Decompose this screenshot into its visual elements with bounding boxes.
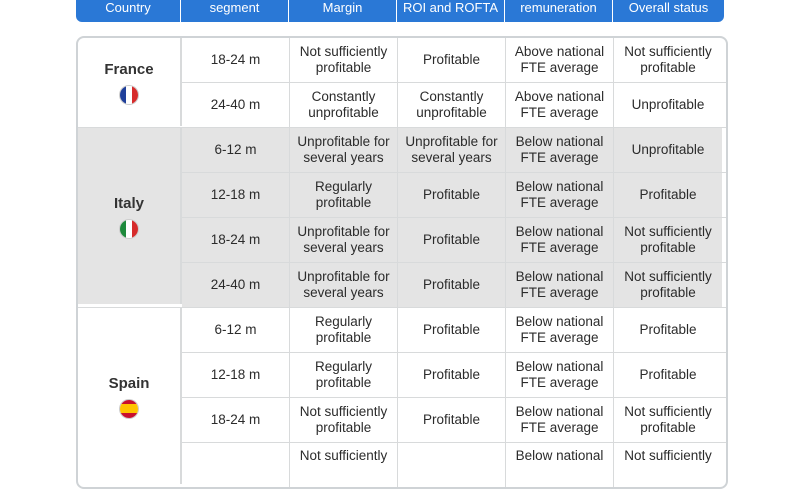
table-row <box>182 352 726 397</box>
header-overall-status: Overall status <box>612 0 724 22</box>
margin-cell: Not sufficiently profitable <box>290 38 398 82</box>
status-cell: Unprofitable <box>614 128 722 172</box>
segment-cell: 12-18 m <box>182 173 290 217</box>
country-cell <box>78 38 182 126</box>
remuneration-cell: Below national FTE average <box>506 173 614 217</box>
segment-cell: 24-40 m <box>182 263 290 307</box>
status-cell: Profitable <box>614 173 722 217</box>
country-cell <box>78 128 182 304</box>
country-name: France <box>104 60 154 78</box>
margin-cell: Not sufficiently <box>290 443 398 487</box>
segment-cell: 24-40 m <box>182 83 290 127</box>
table-row <box>182 172 726 217</box>
roi-cell: Profitable <box>398 308 506 352</box>
status-cell: Not sufficiently profitable <box>624 404 712 435</box>
remuneration-cell: Below national FTE average <box>506 128 614 172</box>
roi-cell: Profitable <box>398 173 506 217</box>
status-cell: Not sufficiently <box>624 448 712 463</box>
roi-cell: Constantly unprofitable <box>398 83 506 127</box>
segment-cell: 18-24 m <box>182 218 290 262</box>
france-flag-icon <box>120 86 138 104</box>
segment-cell: 18-24 m <box>182 398 290 442</box>
roi-cell: Profitable <box>398 263 506 307</box>
margin-cell: Not sufficiently profitable <box>290 398 398 442</box>
remuneration-cell: Above national FTE average <box>506 38 614 82</box>
table-row <box>182 397 726 442</box>
spain-flag-icon <box>120 400 138 418</box>
margin-cell: Regularly profitable <box>290 353 398 397</box>
status-cell: Not sufficiently profitable <box>614 263 722 307</box>
table-row <box>182 38 726 82</box>
table-header <box>76 0 724 22</box>
table-row <box>182 217 726 262</box>
margin-cell: Constantly unprofitable <box>290 83 398 127</box>
table-row <box>182 442 726 487</box>
segment-cell: 12-18 m <box>182 353 290 397</box>
segment-cell: 6-12 m <box>182 308 290 352</box>
remuneration-cell: Below national FTE average <box>506 263 614 307</box>
country-group-france <box>78 38 726 127</box>
roi-cell: Profitable <box>398 353 506 397</box>
margin-cell: Unprofitable for several years <box>290 128 398 172</box>
header-country: Country <box>105 0 151 15</box>
country-name: Italy <box>113 194 144 212</box>
header-margin: Margin <box>288 0 396 22</box>
roi-cell: Profitable <box>398 398 506 442</box>
country-name: Spain <box>108 374 150 392</box>
remuneration-cell: Below national <box>506 443 614 487</box>
status-cell: Unprofitable <box>631 97 705 112</box>
header-segment: segment <box>180 0 288 22</box>
remuneration-cell: Below national FTE average <box>506 308 614 352</box>
status-table <box>76 36 728 489</box>
roi-cell: Profitable <box>398 38 506 82</box>
country-group-italy <box>78 127 726 307</box>
roi-cell: Unprofitable for several years <box>398 128 506 172</box>
margin-cell: Unprofitable for several years <box>290 218 398 262</box>
remuneration-cell: Above national FTE average <box>506 83 614 127</box>
country-cell <box>78 308 182 484</box>
status-cell: Not sufficiently profitable <box>614 218 722 262</box>
remuneration-cell: Below national FTE average <box>506 353 614 397</box>
table-row <box>182 308 726 352</box>
table-row <box>182 262 726 307</box>
header-roi: ROI and ROFTA <box>396 0 504 22</box>
margin-cell: Unprofitable for several years <box>290 263 398 307</box>
remuneration-cell: Below national FTE average <box>506 218 614 262</box>
status-cell: Profitable <box>639 322 697 337</box>
table-row <box>182 82 726 127</box>
segment-cell: 18-24 m <box>182 38 290 82</box>
italy-flag-icon <box>120 220 138 238</box>
margin-cell: Regularly profitable <box>290 308 398 352</box>
country-group-spain <box>78 307 726 487</box>
segment-cell: 6-12 m <box>182 128 290 172</box>
status-cell: Not sufficiently profitable <box>624 44 712 75</box>
roi-cell: Profitable <box>398 218 506 262</box>
table-row <box>182 128 726 172</box>
header-remuneration: remuneration <box>504 0 612 22</box>
remuneration-cell: Below national FTE average <box>506 398 614 442</box>
margin-cell: Regularly profitable <box>290 173 398 217</box>
status-cell: Profitable <box>639 367 697 382</box>
